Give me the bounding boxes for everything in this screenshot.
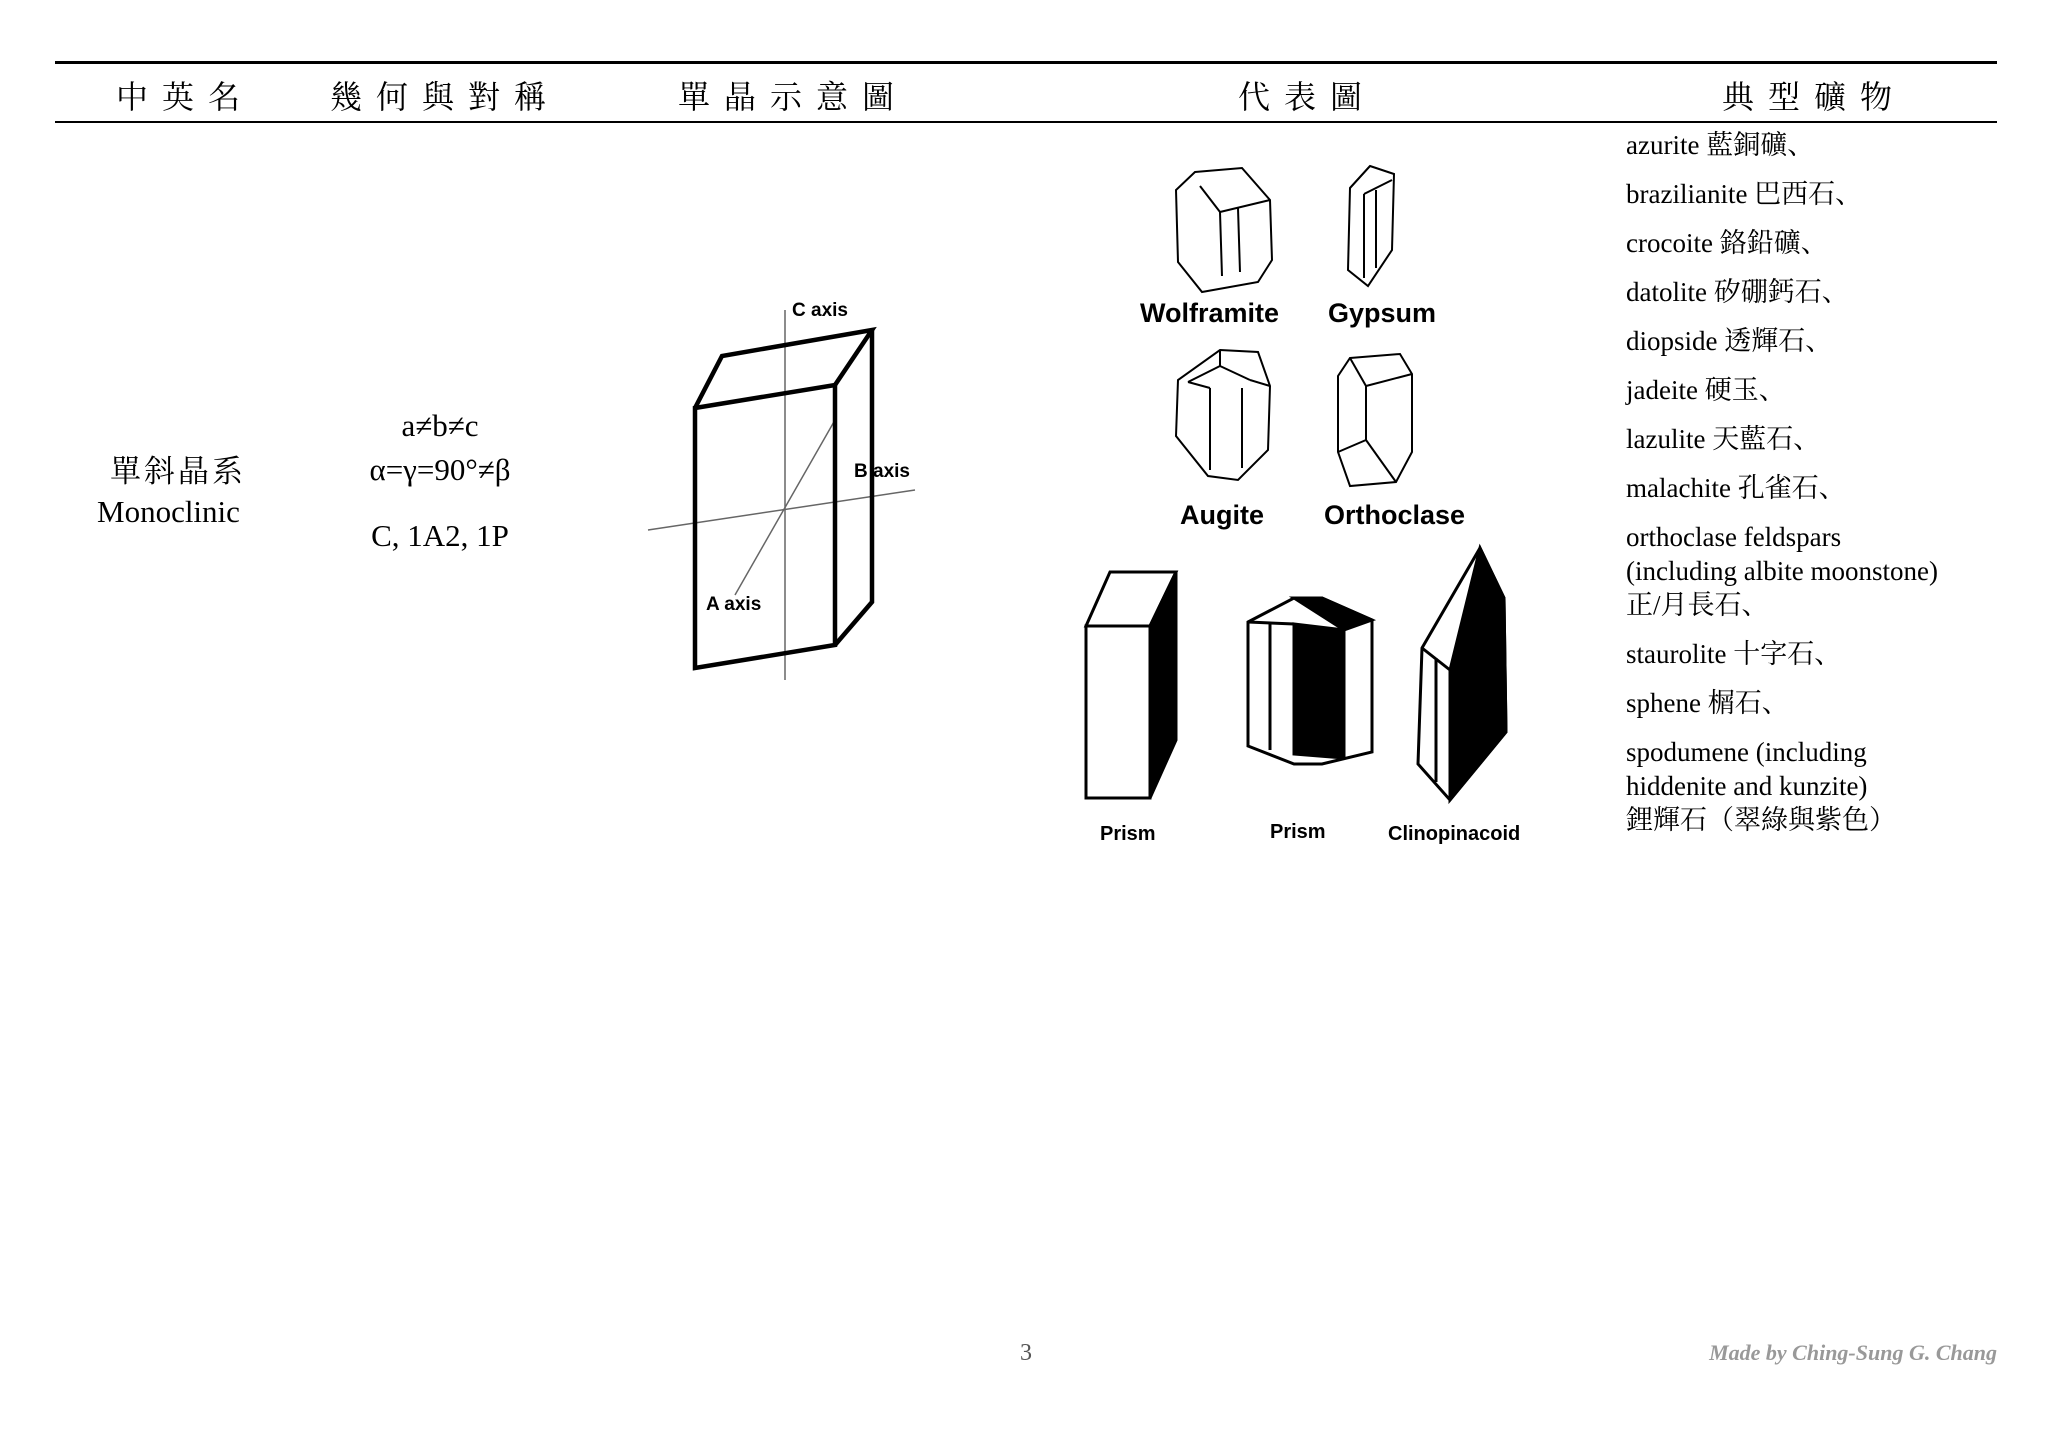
symmetry-elements: C, 1A2, 1P [371, 518, 509, 553]
system-name-en: Monoclinic [97, 494, 240, 529]
prism-label-1: Prism [1100, 823, 1156, 845]
prism-crystal-2 [1248, 598, 1372, 764]
clinopinacoid-crystal [1418, 548, 1506, 800]
mineral-item: crocoite 鉻鉛礦、 [1626, 228, 1828, 258]
orthoclase-label: Orthoclase [1324, 500, 1466, 530]
header-geometry: 幾何與對稱 [330, 78, 561, 116]
geometry-axes: a≠b≠c [401, 408, 479, 443]
wolframite-label: Wolframite [1140, 298, 1280, 328]
gypsum-label: Gypsum [1328, 298, 1437, 328]
prism-crystal-1 [1086, 572, 1176, 798]
typical-minerals-list [1626, 128, 2026, 852]
gypsum-crystal [1348, 166, 1394, 286]
mineral-item: lazulite 天藍石、 [1626, 424, 1821, 454]
mineral-item: sphene 榍石、 [1626, 688, 1789, 718]
mineral-item: malachite 孔雀石、 [1626, 473, 1846, 503]
wolframite-crystal [1176, 168, 1272, 292]
a-axis-label: A axis [706, 594, 762, 615]
orthoclase-crystal [1338, 354, 1412, 486]
page-number: 3 [1020, 1340, 1032, 1366]
prism-label-2: Prism [1270, 821, 1326, 843]
c-axis-label: C axis [792, 300, 848, 321]
header-representative: 代表圖 [1238, 78, 1377, 116]
unit-cell-diagram [640, 290, 930, 690]
table-header-rule [55, 121, 1997, 123]
mineral-item: diopside 透輝石、 [1626, 326, 1833, 356]
mineral-item: jadeite 硬玉、 [1626, 375, 1786, 405]
mineral-item: azurite 藍銅礦、 [1626, 130, 1815, 160]
clinopinacoid-label: Clinopinacoid [1388, 823, 1521, 845]
system-name-zh: 單斜晶系 [110, 454, 246, 490]
header-minerals: 典型礦物 [1722, 78, 1907, 116]
representative-crystals [1070, 150, 1550, 850]
b-axis-label: B axis [854, 461, 910, 482]
augite-label: Augite [1180, 500, 1264, 530]
table-top-rule [55, 61, 1997, 64]
header-unit-cell: 單晶示意圖 [678, 78, 909, 116]
mineral-item: orthoclase feldspars (including albite moonstone) 正/月長石、 [1626, 522, 1938, 620]
geometry-angles: α=γ=90°≠β [369, 452, 511, 487]
header-name: 中英名 [116, 78, 255, 116]
augite-crystal [1176, 350, 1270, 480]
author-credit: Made by Ching-Sung G. Chang [1709, 1340, 1997, 1365]
mineral-item: spodumene (including hiddenite and kunzite) 鋰輝石（翠綠與紫色） [1626, 737, 1896, 835]
mineral-item: staurolite 十字石、 [1626, 639, 1842, 669]
mineral-item: brazilianite 巴西石、 [1626, 179, 1863, 209]
mineral-item: datolite 矽硼鈣石、 [1626, 277, 1849, 307]
